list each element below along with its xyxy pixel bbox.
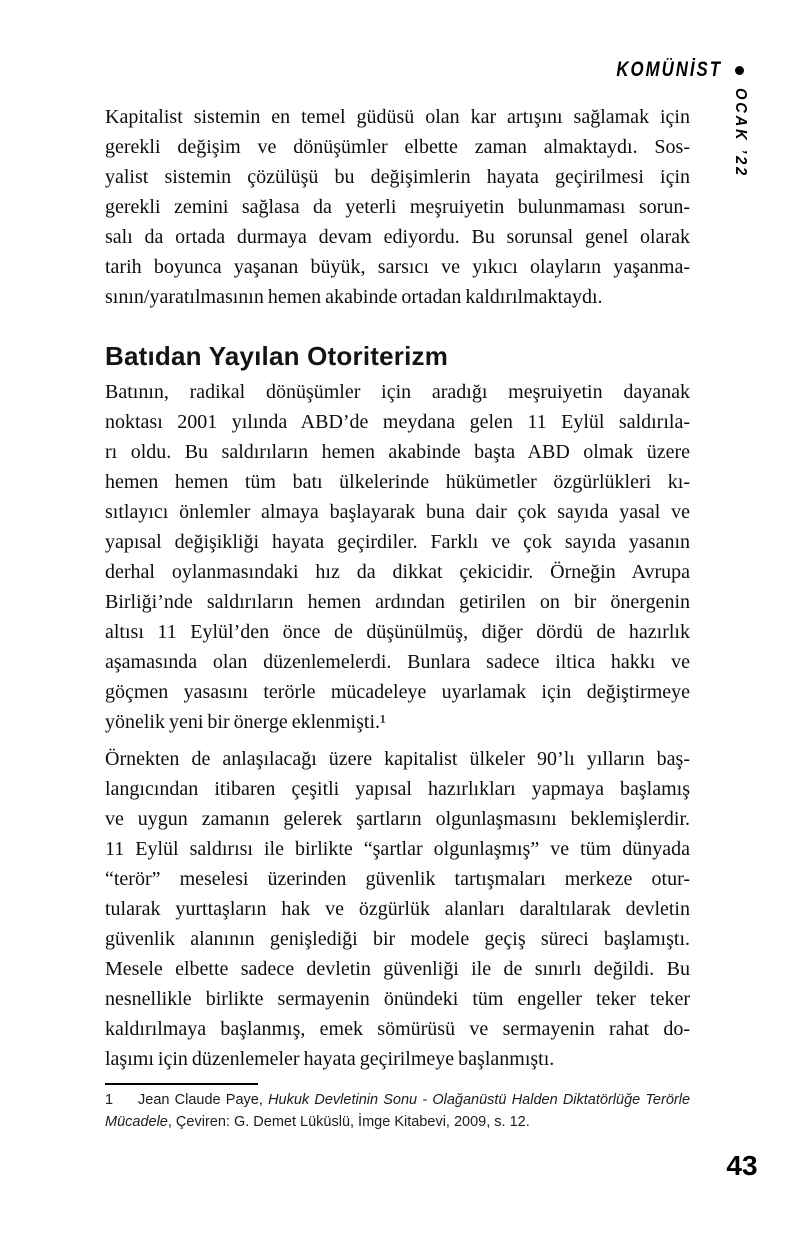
text-line: Mesele elbette sadece devletin güvenliği ile de sınırlı değildi. Bu	[105, 958, 690, 980]
footnote-book-title: Hukuk Devletinin Sonu - Olağanüstü Halden Diktatörlüğe Terörle Mücadele	[105, 1092, 691, 1130]
footnote	[105, 1089, 690, 1133]
text-line: altısı 11 Eylül’den önce de düşünülmüş, diğer dördü de hazırlık	[105, 621, 690, 643]
text-line: nesnellikle birlikte sermayenin önündeki tüm engeller teker teker	[105, 988, 690, 1010]
text-line: Batının, radikal dönüşümler için aradığı meşruiyetin dayanak	[105, 381, 690, 403]
text-line: laşımı için düzenlemeler hayata geçirilmeye başlanmıştı.	[105, 1048, 555, 1070]
section-heading: Batıdan Yayılan Otoriterizm	[105, 341, 449, 371]
text-line: hemen hemen tüm batı ülkelerinde hükümetler özgürlükleri kı-	[105, 471, 690, 493]
text-line: sının/yaratılmasının hemen akabinde ortadan kaldırılmaktaydı.	[105, 286, 603, 308]
text-line: yalist sistemin çözülüşü bu değişimlerin hayata geçirilmesi için	[105, 166, 690, 188]
text-line: rı oldu. Bu saldırıların hemen akabinde başta ABD olmak üzere	[105, 441, 690, 463]
paragraph-3	[105, 744, 690, 1074]
text-line: göçmen yasasını terörle mücadeleye uyarlamak için değiştirmeye	[105, 681, 690, 703]
text-line: yönelik yeni bir önerge eklenmişti.¹	[105, 711, 387, 733]
paragraph-2	[105, 377, 690, 737]
running-header	[590, 58, 744, 82]
text-line: Kapitalist sistemin en temel güdüsü olan kar artışını sağlamak için	[105, 106, 690, 128]
text-line: kaldırılmaya başlanmış, emek sömürüsü ve sermayenin rahat do-	[105, 1018, 690, 1040]
text-line: yapısal değişikliği hayata geçirdiler. Farklı ve çok sayıda yasanın	[105, 531, 690, 553]
footnote-divider	[105, 1083, 258, 1085]
article-body	[105, 102, 690, 1133]
text-line: derhal oylanmasındaki hız da dikkat çekicidir. Örneğin Avrupa	[105, 561, 690, 583]
page-number: 43	[726, 1150, 758, 1181]
footnote-marker: 1	[105, 1092, 114, 1108]
bullet-icon	[735, 66, 744, 75]
text-line: salı da ortada durmaya devam ediyordu. Bu sorunsal genel olarak	[105, 226, 690, 248]
text-line: 11 Eylül saldırısı ile birlikte “şartlar olgunlaşmış” ve tüm dünyada	[105, 838, 690, 860]
footnote-text	[105, 1092, 690, 1130]
text-line: Birliği’nde saldırıların hemen ardından getirilen on bir önergenin	[105, 591, 690, 613]
text-line: sıtlayıcı önlemler almaya başlayarak buna dair çok sayıda yasal ve	[105, 501, 690, 523]
issue-date-vertical: OCAK ’22	[732, 88, 749, 178]
footnote-text-segment: Jean Claude Paye,	[138, 1092, 269, 1108]
magazine-title: KOMÜNİST	[616, 58, 722, 81]
paragraph-1	[105, 102, 690, 312]
text-line: “terör” meselesi üzerinden güvenlik tartışmaları merkeze otur-	[105, 868, 690, 890]
text-line: gerekli zemini sağlasa da yeterli meşruiyetin bulunmaması sorun-	[105, 196, 690, 218]
text-line: noktası 2001 yılında ABD’de meydana gelen 11 Eylül saldırıla-	[105, 411, 690, 433]
text-line: langıcından itibaren çeşitli yapısal hazırlıkları yapmaya başlamış	[105, 778, 690, 800]
text-line: ve uygun zamanın gelerek şartların olgunlaşmasını beklemişlerdir.	[105, 808, 690, 830]
text-line: Örnekten de anlaşılacağı üzere kapitalist ülkeler 90’lı yılların baş-	[105, 748, 690, 770]
text-line: güvenlik alanının genişlediği bir modele geçiş süreci başlamıştı.	[105, 928, 690, 950]
footnote-text-segment: , Çeviren: G. Demet Lüküslü, İmge Kitabevi, 2009, s. 12.	[167, 1114, 530, 1130]
text-line: gerekli değişim ve dönüşümler elbette zaman almaktaydı. Sos-	[105, 136, 690, 158]
text-line: aşamasında olan düzenlemelerdi. Bunlara sadece iltica hakkı ve	[105, 651, 690, 673]
text-line: tarih boyunca yaşanan büyük, sarsıcı ve yıkıcı olayların yaşanma-	[105, 256, 690, 278]
text-line: tularak yurttaşların hak ve özgürlük alanları daraltılarak devletin	[105, 898, 690, 920]
